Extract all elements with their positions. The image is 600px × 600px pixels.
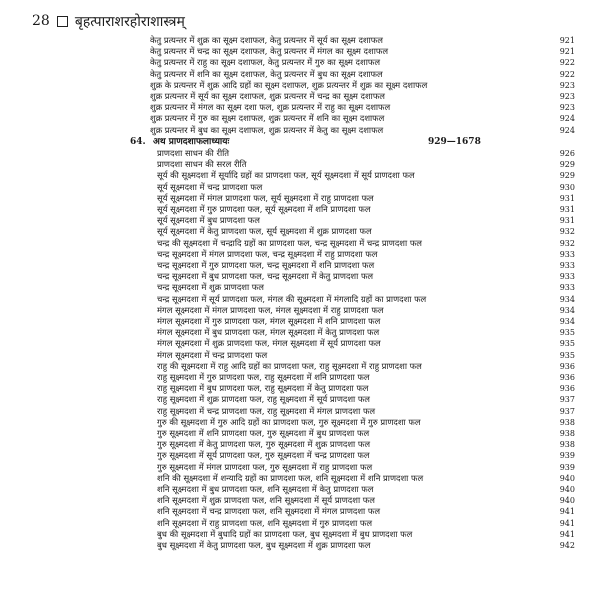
entry-page-number: 933 bbox=[559, 283, 575, 293]
entry-page-number: 935 bbox=[559, 339, 575, 349]
list-item bbox=[157, 361, 575, 372]
entry-page-number: 938 bbox=[559, 417, 575, 427]
entry-page-number: 941 bbox=[559, 518, 575, 528]
entry-page-number: 932 bbox=[559, 238, 575, 248]
list-item bbox=[157, 350, 575, 361]
page-number: 28 bbox=[32, 13, 50, 29]
list-item bbox=[150, 113, 575, 124]
entry-page-number: 935 bbox=[559, 350, 575, 360]
entry-page-number: 935 bbox=[559, 328, 575, 338]
list-item bbox=[157, 439, 575, 450]
entry-title: प्राणदशा साधन की रीति bbox=[157, 148, 230, 158]
entry-title: सूर्य सूक्ष्मदशा में केतु प्राणदशा फल, सूर्य सूक्ष्मदशा में शुक्र प्राणदशा फल bbox=[157, 226, 372, 237]
list-item bbox=[157, 518, 575, 529]
entry-title: केतु प्रत्यन्तर में शुक्र का सूक्ष्म दशाफल, केतु प्रत्यन्तर में सूर्य का सूक्ष्म दशाफल bbox=[150, 35, 383, 45]
list-item bbox=[157, 215, 575, 226]
list-item bbox=[157, 462, 575, 473]
running-title: बृहत्पाराशरहोराशास्त्रम् bbox=[74, 13, 185, 30]
entry-title: सूर्य सूक्ष्मदशा में चन्द्र प्राणदशा फल bbox=[157, 181, 263, 192]
entry-page-number: 922 bbox=[559, 58, 575, 68]
entry-title: शनि की सूक्ष्मदशा में शन्यादि ग्रहों का प्राणदशा फल, शनि सूक्ष्मदशा में शनि प्राणदशा फल bbox=[157, 472, 424, 483]
entry-title: सूर्य सूक्ष्मदशा में गुरु प्राणदशा फल, सूर्य सूक्ष्मदशा में शनि प्राणदशा फल bbox=[157, 204, 371, 214]
list-item bbox=[150, 57, 575, 68]
entry-page-number: 923 bbox=[559, 103, 575, 113]
list-item bbox=[150, 35, 575, 46]
entry-title: शनि सूक्ष्मदशा में शुक्र प्राणदशा फल, शनि सूक्ष्मदशा में सूर्य प्राणदशा फल bbox=[157, 495, 375, 506]
entry-page-number: 929 bbox=[559, 160, 575, 170]
list-item bbox=[157, 316, 575, 327]
entry-title: केतु प्रत्यन्तर में चन्द्र का सूक्ष्म दशाफल, केतु प्रत्यन्तर में मंगल का सूक्ष्म दशाफल bbox=[150, 46, 388, 57]
list-item bbox=[157, 226, 575, 237]
entry-page-number: 933 bbox=[559, 272, 575, 282]
entry-title: शनि सूक्ष्मदशा में चन्द्र प्राणदशा फल, शनि सूक्ष्मदशा में मंगल प्राणदशा फल bbox=[157, 506, 381, 517]
list-item bbox=[150, 46, 575, 57]
entry-title: चन्द्र की सूक्ष्मदशा में चन्द्रादि ग्रहों का प्राणदशा फल, चन्द्र सूक्ष्मदशा में चन्द्र प्राणदशा फल bbox=[157, 237, 422, 248]
entry-title: मंगल सूक्ष्मदशा में चन्द्र प्राणदशा फल bbox=[157, 349, 268, 360]
list-item bbox=[157, 148, 575, 159]
entry-title: राहु सूक्ष्मदशा में चन्द्र प्राणदशा फल, राहु सूक्ष्मदशा में मंगल प्राणदशा फल bbox=[157, 405, 376, 416]
entry-page-number: 934 bbox=[559, 305, 575, 315]
entry-title: चन्द्र सूक्ष्मदशा में शुक्र प्राणदशा फल bbox=[157, 282, 264, 293]
entry-page-number: 938 bbox=[559, 440, 575, 450]
list-item bbox=[157, 170, 575, 181]
entry-page-number: 931 bbox=[559, 216, 575, 226]
entry-title: गुरु सूक्ष्मदशा में सूर्य प्राणदशा फल, गुरु सूक्ष्मदशा में चन्द्र प्राणदशा फल bbox=[157, 450, 370, 461]
square-bullet-icon bbox=[57, 16, 68, 27]
entry-title: राहु की सूक्ष्मदशा में राहु आदि ग्रहों का प्राणदशा फल, राहु सूक्ष्मदशा में राहु प्राणदशा फल bbox=[157, 360, 422, 371]
list-item bbox=[157, 428, 575, 439]
list-item bbox=[157, 383, 575, 394]
entry-title: राहु सूक्ष्मदशा में गुरु प्राणदशा फल, राहु सूक्ष्मदशा में शनि प्राणदशा फल bbox=[157, 372, 370, 382]
list-item bbox=[157, 282, 575, 293]
list-item bbox=[150, 102, 575, 113]
entry-title: गुरु सूक्ष्मदशा में शनि प्राणदशा फल, गुरु सूक्ष्मदशा में बुध प्राणदशा फल bbox=[157, 428, 370, 438]
entry-title: गुरु सूक्ष्मदशा में मंगल प्राणदशा फल, गुरु सूक्ष्मदशा में राहु प्राणदशा फल bbox=[157, 461, 373, 472]
entry-title: चन्द्र सूक्ष्मदशा में गुरु प्राणदशा फल, चन्द्र सूक्ष्मदशा में शनि प्राणदशा फल bbox=[157, 260, 375, 270]
entry-title: शनि सूक्ष्मदशा में बुध प्राणदशा फल, शनि सूक्ष्मदशा में केतु प्राणदशा फल bbox=[157, 484, 374, 494]
entry-title: राहु सूक्ष्मदशा में बुध प्राणदशा फल, राहु सूक्ष्मदशा में केतु प्राणदशा फल bbox=[157, 383, 369, 394]
entry-page-number: 924 bbox=[559, 125, 575, 135]
entry-title: मंगल सूक्ष्मदशा में बुध प्राणदशा फल, मंगल सूक्ष्मदशा में केतु प्राणदशा फल bbox=[157, 327, 380, 338]
entry-page-number: 936 bbox=[559, 361, 575, 371]
entry-title: सूर्य की सूक्ष्मदशा में सूर्यादि ग्रहों का प्राणदशा फल, सूर्य सूक्ष्मदशा में सूर्य प्राणदशा फल bbox=[157, 170, 415, 181]
entry-title: शुक्र के प्रत्यन्तर में शुक्र आदि ग्रहों का सूक्ष्म दशाफल, शुक्र प्रत्यन्तर में शुक्र का सूक्ष्म दशाफल bbox=[150, 79, 428, 90]
entry-page-number: 933 bbox=[559, 249, 575, 259]
entry-page-number: 941 bbox=[559, 507, 575, 517]
entry-page-number: 940 bbox=[559, 496, 575, 506]
list-item bbox=[157, 204, 575, 215]
entry-title: शुक्र प्रत्यन्तर में बुध का सूक्ष्म दशाफल, शुक्र प्रत्यन्तर में केतु का सूक्ष्म दशाफल bbox=[150, 124, 384, 135]
entry-title: शुक्र प्रत्यन्तर में सूर्य का सूक्ष्म दशाफल, शुक्र प्रत्यन्तर में चन्द्र का सूक्ष्म दशाफल bbox=[150, 91, 385, 101]
list-item bbox=[157, 495, 575, 506]
entry-page-number: 922 bbox=[559, 69, 575, 79]
entry-page-number: 933 bbox=[559, 261, 575, 270]
entry-page-number: 923 bbox=[559, 80, 575, 90]
entry-title: शुक्र प्रत्यन्तर में गुरु का सूक्ष्म दशाफल, शुक्र प्रत्यन्तर में शनि का सूक्ष्म दशाफल bbox=[150, 113, 385, 124]
list-item bbox=[157, 529, 575, 540]
entry-page-number: 923 bbox=[559, 92, 575, 101]
entry-title: शुक्र प्रत्यन्तर में मंगल का सूक्ष्म दशा फल, शुक्र प्रत्यन्तर में राहु का सूक्ष्म दशाफल bbox=[150, 102, 391, 113]
list-item bbox=[157, 327, 575, 338]
entry-page-number: 931 bbox=[559, 205, 575, 214]
entry-title: मंगल सूक्ष्मदशा में शुक्र प्राणदशा फल, मंगल सूक्ष्मदशा में सूर्य प्राणदशा फल bbox=[157, 338, 381, 349]
entry-page-number: 936 bbox=[559, 373, 575, 382]
entry-title: सूर्य सूक्ष्मदशा में मंगल प्राणदशा फल, सूर्य सूक्ष्मदशा में राहु प्राणदशा फल bbox=[157, 192, 374, 203]
list-item bbox=[157, 305, 575, 316]
entry-page-number: 936 bbox=[559, 384, 575, 394]
list-item bbox=[157, 182, 575, 193]
entry-page-number: 926 bbox=[559, 149, 575, 158]
list-item bbox=[157, 238, 575, 249]
list-item bbox=[150, 69, 575, 80]
list-item bbox=[150, 125, 575, 136]
entry-page-number: 929 bbox=[559, 171, 575, 181]
entry-page-number: 924 bbox=[559, 114, 575, 124]
entry-page-number: 934 bbox=[559, 294, 575, 304]
entry-title: शनि सूक्ष्मदशा में राहु प्राणदशा फल, शनि सूक्ष्मदशा में गुरु प्राणदशा फल bbox=[157, 517, 373, 528]
entry-title: बुध सूक्ष्मदशा में केतु प्राणदशा फल, बुध सूक्ष्मदशा में शुक्र प्राणदशा फल bbox=[157, 540, 371, 550]
chapter-title: अथ प्राणदशाफलाध्यायः bbox=[153, 136, 230, 147]
list-item bbox=[157, 540, 575, 551]
entry-page-number: 931 bbox=[559, 193, 575, 203]
entry-title: मंगल सूक्ष्मदशा में मंगल प्राणदशा फल, मंगल सूक्ष्मदशा में राहु प्राणदशा फल bbox=[157, 304, 384, 315]
list-item bbox=[157, 159, 575, 170]
entry-page-number: 937 bbox=[559, 395, 575, 405]
entry-title: सूर्य सूक्ष्मदशा में बुध प्राणदशा फल bbox=[157, 215, 260, 226]
entry-page-number: 942 bbox=[559, 541, 575, 550]
entry-page-number: 941 bbox=[559, 529, 575, 539]
entry-page-number: 937 bbox=[559, 406, 575, 416]
chapter-number: 64. bbox=[130, 136, 146, 147]
entry-title: केतु प्रत्यन्तर में शनि का सूक्ष्म दशाफल, केतु प्रत्यन्तर में बुध का सूक्ष्म दशाफल bbox=[150, 68, 383, 79]
list-item bbox=[157, 271, 575, 282]
list-item bbox=[157, 484, 575, 495]
list-item bbox=[157, 249, 575, 260]
entry-page-number: 934 bbox=[559, 317, 575, 326]
list-item bbox=[157, 506, 575, 517]
entry-title: चन्द्र सूक्ष्मदशा में सूर्य प्राणदशा फल, मंगल की सूक्ष्मदशा में मंगलादि ग्रहों का प्राणदशा फल bbox=[157, 293, 427, 304]
list-item bbox=[157, 260, 575, 271]
entry-title: बुध की सूक्ष्मदशा में बुधादि ग्रहों का प्राणदशा फल, बुध सूक्ष्मदशा में बुध प्राणदशा फल bbox=[157, 528, 413, 539]
entry-title: प्राणदशा साधन की सरल रीति bbox=[157, 159, 247, 170]
list-item bbox=[157, 338, 575, 349]
list-item bbox=[150, 80, 575, 91]
list-item bbox=[157, 417, 575, 428]
list-item bbox=[157, 193, 575, 204]
entry-title: मंगल सूक्ष्मदशा में गुरु प्राणदशा फल, मंगल सूक्ष्मदशा में शनि प्राणदशा फल bbox=[157, 316, 381, 326]
list-item bbox=[150, 91, 575, 102]
list-item bbox=[157, 294, 575, 305]
entry-page-number: 939 bbox=[559, 462, 575, 472]
list-item bbox=[157, 406, 575, 417]
entry-page-number: 921 bbox=[559, 36, 575, 45]
entry-title: चन्द्र सूक्ष्मदशा में मंगल प्राणदशा फल, चन्द्र सूक्ष्मदशा में राहु प्राणदशा फल bbox=[157, 248, 378, 259]
entry-page-number: 940 bbox=[559, 485, 575, 494]
entry-page-number: 921 bbox=[559, 47, 575, 57]
entry-page-number: 930 bbox=[559, 182, 575, 192]
entry-page-number: 938 bbox=[559, 429, 575, 438]
entry-page-number: 939 bbox=[559, 451, 575, 461]
entry-title: गुरु सूक्ष्मदशा में केतु प्राणदशा फल, गुरु सूक्ष्मदशा में शुक्र प्राणदशा फल bbox=[157, 439, 371, 450]
entry-title: गुरु की सूक्ष्मदशा में गुरु आदि ग्रहों का प्राणदशा फल, गुरु सूक्ष्मदशा में गुरु प्राणदशा फल bbox=[157, 416, 421, 427]
list-item bbox=[157, 394, 575, 405]
list-item bbox=[157, 450, 575, 461]
entry-title: केतु प्रत्यन्तर में राहु का सूक्ष्म दशाफल, केतु प्रत्यन्तर में गुरु का सूक्ष्म दशाफल bbox=[150, 57, 381, 68]
list-item bbox=[157, 473, 575, 484]
entry-page-number: 940 bbox=[559, 473, 575, 483]
entry-title: राहु सूक्ष्मदशा में शुक्र प्राणदशा फल, राहु सूक्ष्मदशा में सूर्य प्राणदशा फल bbox=[157, 394, 370, 405]
list-item bbox=[157, 372, 575, 383]
entry-title: चन्द्र सूक्ष्मदशा में बुध प्राणदशा फल, चन्द्र सूक्ष्मदशा में केतु प्राणदशा फल bbox=[157, 271, 374, 282]
chapter-page-range: 929—1678 bbox=[428, 136, 481, 147]
entry-page-number: 932 bbox=[559, 227, 575, 237]
page-header bbox=[32, 10, 185, 32]
